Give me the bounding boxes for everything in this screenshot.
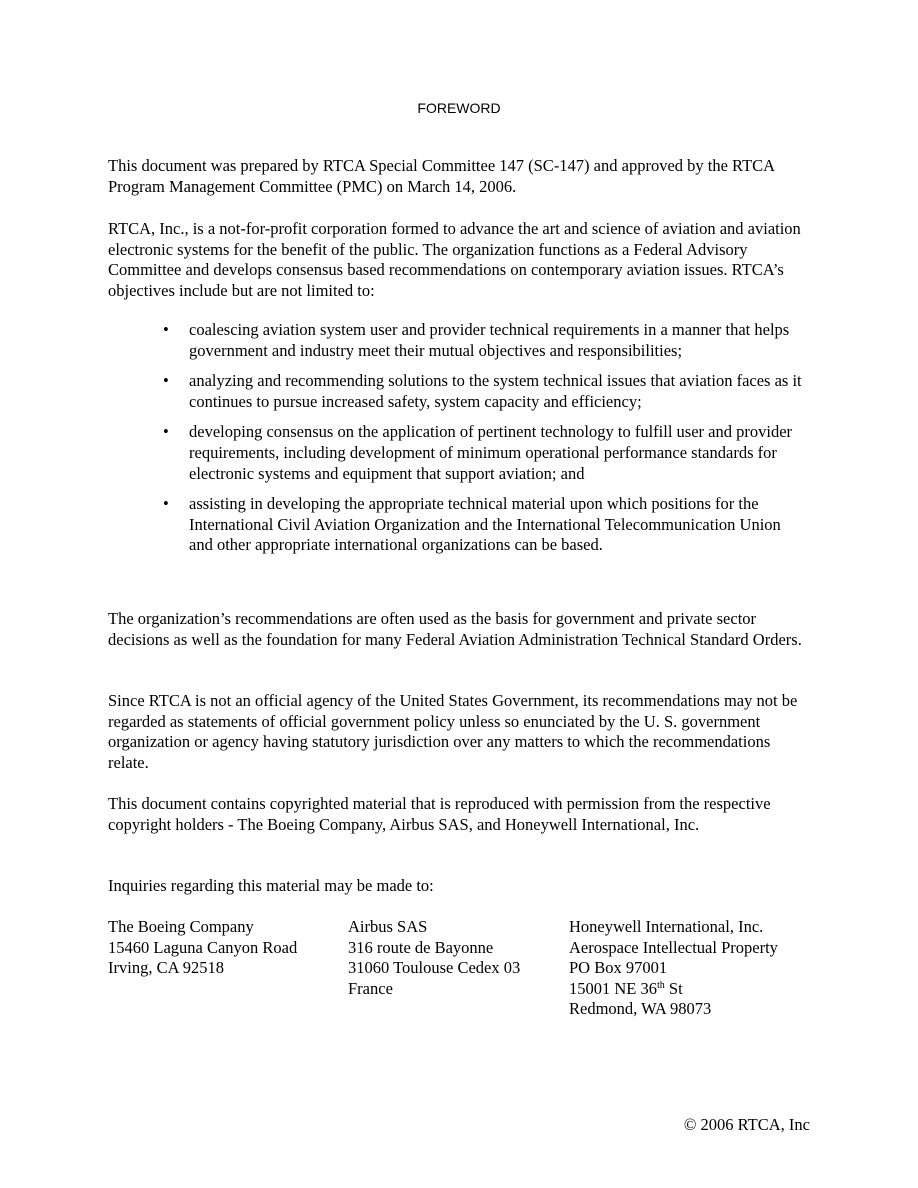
street-type: St <box>664 978 683 998</box>
honeywell-address <box>569 917 778 1020</box>
ordinal-suffix: th <box>657 979 665 991</box>
address-line: Redmond, WA 98073 <box>569 999 712 1019</box>
disclaimer-paragraph: Since RTCA is not an official agency of the United States Government, its recommendations may not be regarded as statements of official government policy unless so enunciated by the U. S. government organization or agency having statutory jurisdiction over any matters to which the recommendations relate. <box>108 691 798 772</box>
list-item <box>108 494 808 556</box>
list-item <box>108 320 808 361</box>
address-line: France <box>348 978 393 998</box>
address-line: Irving, CA 92518 <box>108 958 224 978</box>
objectives-list <box>108 320 808 566</box>
inquiries-paragraph: Inquiries regarding this material may be made to: <box>108 876 434 895</box>
intro-paragraph: This document was prepared by RTCA Special Committee 147 (SC-147) and approved by the RTCA Program Management Committee (PMC) on March 14, 2006. <box>108 156 775 196</box>
list-item-text: coalescing aviation system user and provider technical requirements in a manner that helps government and industry meet their mutual objectives and responsibilities; <box>189 320 790 360</box>
address-line: 316 route de Bayonne <box>348 937 494 957</box>
rtca-description-paragraph: RTCA, Inc., is a not-for-profit corporation formed to advance the art and science of aviation and aviation electronic systems for the benefit of the public. The organization functions as a Federal Advisory Committee and develops consensus based recommendations on contemporary aviation issues. RTCA’s objectives include but are not limited to: <box>108 219 801 300</box>
bullet-icon: • <box>163 320 169 339</box>
page-title: FOREWORD <box>417 100 501 116</box>
address-line: Airbus SAS <box>348 917 428 936</box>
copyright-notice-paragraph: This document contains copyrighted material that is reproduced with permission from the respective copyright holders - The Boeing Company, Airbus SAS, and Honeywell International, Inc. <box>108 794 771 834</box>
list-item-text: analyzing and recommending solutions to the system technical issues that aviation faces as it continues to pursue increased safety, system capacity and efficiency; <box>189 371 802 411</box>
list-item <box>108 371 808 412</box>
copyright-footer: © 2006 RTCA, Inc <box>683 1115 810 1134</box>
list-item-text: assisting in developing the appropriate technical material upon which positions for the International Civil Aviation Organization and the International Telecommunication Union and other appropriate international organizations can be based. <box>189 494 781 555</box>
bullet-icon: • <box>163 494 169 514</box>
street-number: 15001 NE 36 <box>569 978 657 998</box>
airbus-address <box>348 917 520 999</box>
address-line: The Boeing Company <box>108 917 254 936</box>
bullet-icon: • <box>163 422 169 442</box>
address-line: 31060 Toulouse Cedex 03 <box>348 958 521 978</box>
recommendations-paragraph: The organization’s recommendations are often used as the basis for government and private sector decisions as well as the foundation for many Federal Aviation Administration Technical Standard Orders. <box>108 609 802 649</box>
address-line <box>569 979 778 1000</box>
list-item-text: developing consensus on the application of pertinent technology to fulfill user and provider requirements, including development of minimum operational performance standards for electronic systems and equipment that support aviation; and <box>189 422 793 483</box>
address-line: PO Box 97001 <box>569 958 668 978</box>
address-line: Aerospace Intellectual Property <box>569 937 778 957</box>
address-line: Honeywell International, Inc. <box>569 917 764 936</box>
bullet-icon: • <box>163 371 169 391</box>
list-item <box>108 422 808 484</box>
address-line: 15460 Laguna Canyon Road <box>108 937 298 957</box>
boeing-address <box>108 917 297 979</box>
